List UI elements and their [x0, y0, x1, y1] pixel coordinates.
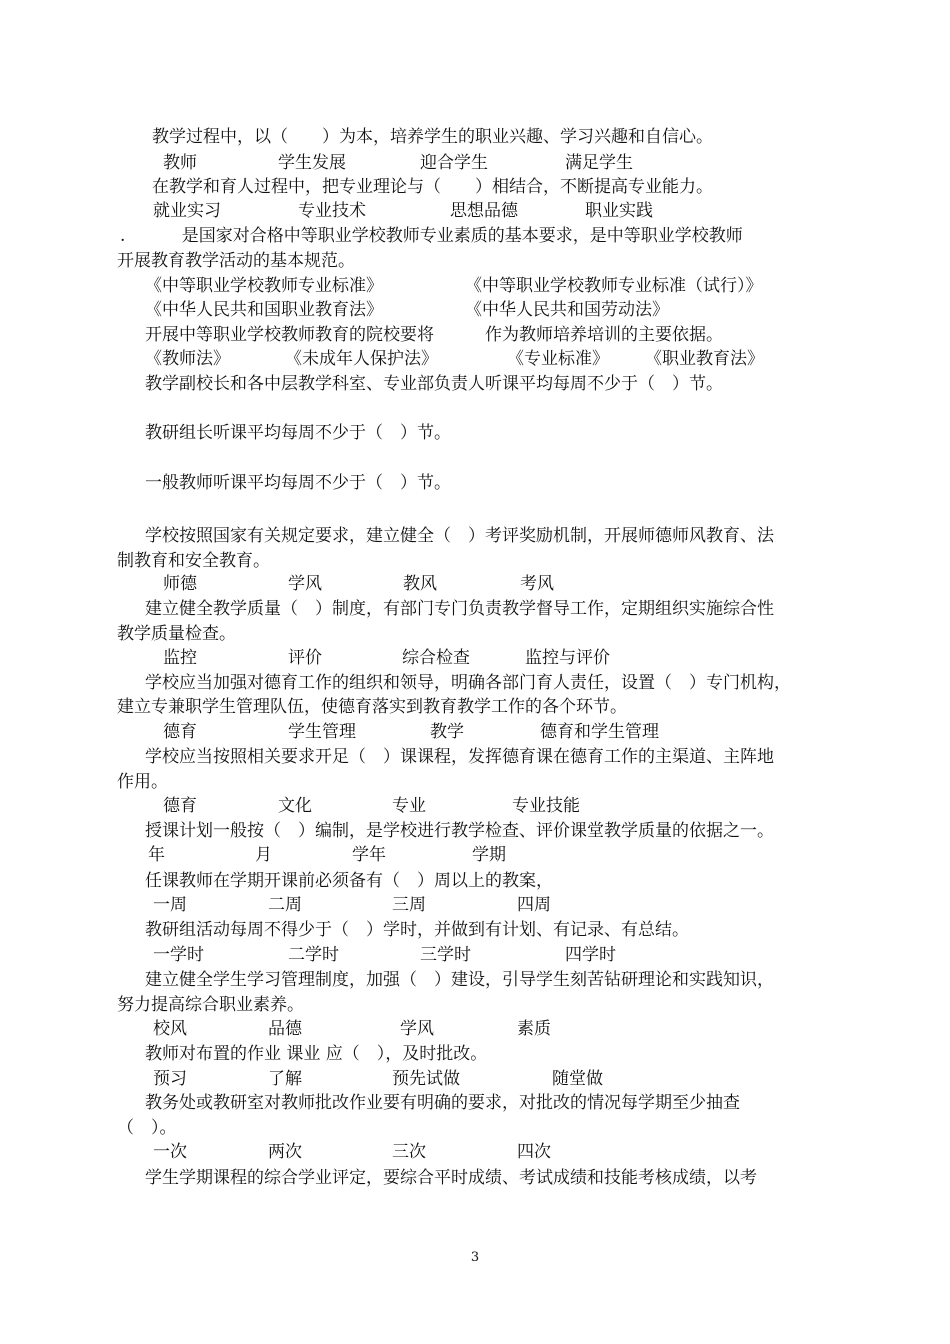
question-text-continued: （ ）。 — [117, 1118, 177, 1138]
question-text-continued: 教学质量检查。 — [117, 624, 236, 644]
answer-option: 四次 — [517, 1142, 551, 1162]
answer-option: 月 — [255, 845, 272, 865]
answer-option: 素质 — [517, 1019, 551, 1039]
question-text: 一般教师听课平均每周不少于（ ）节。 — [145, 473, 451, 493]
answer-option: 德育 — [163, 722, 197, 742]
answer-option: 了解 — [268, 1069, 302, 1089]
answer-option: 品德 — [268, 1019, 302, 1039]
answer-option: 评价 — [288, 648, 322, 668]
question-text: 学生学期课程的综合学业评定，要综合平时成绩、考试成绩和技能考核成绩，以考 — [145, 1168, 757, 1188]
answer-option: 学生管理 — [288, 722, 356, 742]
question-text: 在教学和育人过程中，把专业理论与（ ）相结合，不断提高专业能力。 — [152, 177, 713, 197]
answer-option: 校风 — [153, 1019, 187, 1039]
answer-option: 专业 — [392, 796, 426, 816]
question-text-continued: 努力提高综合职业素养。 — [117, 995, 304, 1015]
answer-option: 《教师法》 — [145, 349, 230, 369]
question-text: 教研组长听课平均每周不少于（ ）节。 — [145, 423, 451, 443]
answer-option: 三学时 — [420, 945, 471, 965]
question-text: 教务处或教研室对教师批改作业要有明确的要求，对批改的情况每学期至少抽查 — [145, 1093, 740, 1113]
question-text-continued: 作用。 — [117, 772, 168, 792]
answer-option: 《中等职业学校教师专业标准（试行）》 — [465, 276, 763, 296]
answer-option: 《中等职业学校教师专业标准》 — [145, 276, 383, 296]
page-number: 3 — [470, 1250, 480, 1265]
answer-option: 教师 — [163, 153, 197, 173]
question-text: 教师对布置的作业 课业 应（ ），及时批改。 — [145, 1044, 488, 1064]
answer-option: 德育和学生管理 — [540, 722, 659, 742]
answer-option: 满足学生 — [565, 153, 633, 173]
question-text: 学校应当加强对德育工作的组织和领导，明确各部门育人责任，设置（ ）专门机构， — [145, 673, 791, 693]
question-text-continued: 制教育和安全教育。 — [117, 551, 270, 571]
question-text: 教学过程中，以（ ）为本，培养学生的职业兴趣、学习兴趣和自信心。 — [152, 127, 713, 147]
answer-option: 四学时 — [565, 945, 616, 965]
question-text: 教研组活动每周不得少于（ ）学时，并做到有计划、有记录、有总结。 — [145, 920, 689, 940]
answer-option: 学风 — [288, 574, 322, 594]
question-text-continued: 开展教育教学活动的基本规范。 — [117, 251, 355, 271]
answer-option: 《职业教育法》 — [645, 349, 764, 369]
question-text: 授课计划一般按（ ）编制，是学校进行教学检查、评价课堂教学质量的依据之一。 — [145, 821, 774, 841]
question-text: 任课教师在学期开课前必须备有（ ）周以上的教案， — [145, 871, 553, 891]
answer-option: 监控与评价 — [525, 648, 610, 668]
answer-option: 四周 — [517, 895, 551, 915]
question-text: 建立健全学生学习管理制度，加强（ ）建设，引导学生刻苦钻研理论和实践知识， — [145, 970, 774, 990]
answer-option: 二学时 — [288, 945, 339, 965]
answer-option: 年 — [148, 845, 165, 865]
answer-option: 三次 — [392, 1142, 426, 1162]
answer-option: 《专业标准》 — [507, 349, 609, 369]
question-text-continued: 建立专兼职学生管理队伍，使德育落实到教育教学工作的各个环节。 — [117, 697, 627, 717]
answer-option: 一周 — [153, 895, 187, 915]
answer-option: 两次 — [268, 1142, 302, 1162]
question-text: 学校应当按照相关要求开足（ ）课课程，发挥德育课在德育工作的主渠道、主阵地 — [145, 747, 774, 767]
answer-option: 学生发展 — [278, 153, 346, 173]
answer-option: 学风 — [400, 1019, 434, 1039]
answer-option: 《中华人民共和国职业教育法》 — [145, 300, 383, 320]
answer-option: 一学时 — [153, 945, 204, 965]
answer-option: 职业实践 — [585, 201, 653, 221]
answer-option: 一次 — [153, 1142, 187, 1162]
answer-option: 预先试做 — [392, 1069, 460, 1089]
answer-option: 考风 — [520, 574, 554, 594]
answer-option: 专业技能 — [512, 796, 580, 816]
question-text: 开展中等职业学校教师教育的院校要将 作为教师培养培训的主要依据。 — [145, 325, 723, 345]
answer-option: 就业实习 — [153, 201, 221, 221]
answer-option: 综合检查 — [402, 648, 470, 668]
answer-option: 《中华人民共和国劳动法》 — [465, 300, 669, 320]
answer-option: 专业技术 — [298, 201, 366, 221]
question-text: . 是国家对合格中等职业学校教师专业素质的基本要求，是中等职业学校教师 — [120, 226, 743, 246]
answer-option: 学年 — [352, 845, 386, 865]
answer-option: 教学 — [430, 722, 464, 742]
answer-option: 教风 — [403, 574, 437, 594]
answer-option: 二周 — [268, 895, 302, 915]
answer-option: 随堂做 — [552, 1069, 603, 1089]
answer-option: 监控 — [163, 648, 197, 668]
question-text: 学校按照国家有关规定要求，建立健全（ ）考评奖励机制，开展师德师风教育、法 — [145, 526, 774, 546]
answer-option: 师德 — [163, 574, 197, 594]
question-text: 建立健全教学质量（ ）制度，有部门专门负责教学督导工作，定期组织实施综合性 — [145, 599, 774, 619]
question-text: 教学副校长和各中层教学科室、专业部负责人听课平均每周不少于（ ）节。 — [145, 374, 723, 394]
answer-option: 迎合学生 — [420, 153, 488, 173]
answer-option: 德育 — [163, 796, 197, 816]
answer-option: 三周 — [392, 895, 426, 915]
answer-option: 思想品德 — [450, 201, 518, 221]
answer-option: 学期 — [472, 845, 506, 865]
answer-option: 《未成年人保护法》 — [285, 349, 438, 369]
answer-option: 预习 — [153, 1069, 187, 1089]
answer-option: 文化 — [278, 796, 312, 816]
